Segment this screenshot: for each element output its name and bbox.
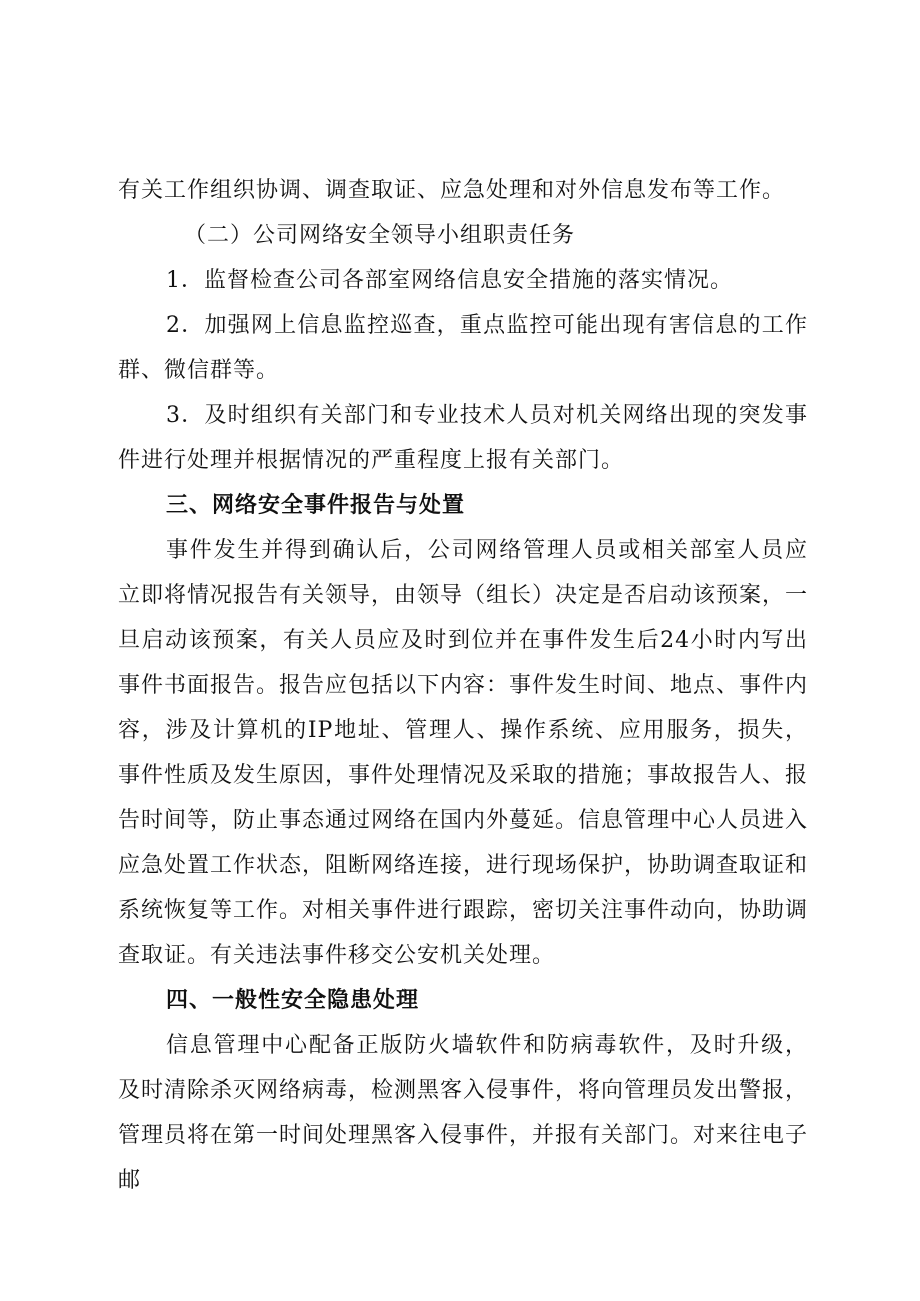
list-item-3: 3．及时组织有关部门和专业技术人员对机关网络出现的突发事件进行处理并根据情况的严重程度上报有关部门。	[118, 403, 808, 473]
section-heading-3: 三、网络安全事件报告与处置	[166, 493, 466, 518]
list-item-1: 1．监督检查公司各部室网络信息安全措施的落实情况。	[166, 268, 733, 293]
sub-heading-leadership-duties: （二）公司网络安全领导小组职责任务	[184, 223, 576, 248]
paragraph-continuation: 有关工作组织协调、调查取证、应急处理和对外信息发布等工作。	[118, 178, 786, 203]
paragraph-incident-report: 事件发生并得到确认后，公司网络管理人员或相关部室人员应立即将情况报告有关领导，由领导（组长）决定是否启动该预案，一旦启动该预案，有关人员应及时到位并在事件发生后24小时内写出事件书面报告。报告应包括以下内容：事件发生时间、地点、事件内容，涉及计算机的IP地址、管理人、操作系统、应用服务，损失，事件性质及发生原因，事件处理情况及采取的措施；事故报告人、报告时间等，防止事态通过网络在国内外蔓延。信息管理中心人员进入应急处置工作状态，阻断网络连接，进行现场保护，协助调查取证和系统恢复等工作。对相关事件进行跟踪，密切关注事件动向，协助调查取证。有关违法事件移交公安机关处理。	[118, 538, 809, 968]
document-body	[118, 168, 808, 1203]
section-heading-4: 四、一般性安全隐患处理	[166, 988, 420, 1013]
list-item-2: 2．加强网上信息监控巡查，重点监控可能出现有害信息的工作群、微信群等。	[118, 313, 808, 383]
paragraph-hazard-handling: 信息管理中心配备正版防火墙软件和防病毒软件，及时升级，及时清除杀灭网络病毒，检测黑客入侵事件，将向管理员发出警报，管理员将在第一时间处理黑客入侵事件，并报有关部门。对来往电子邮	[118, 1033, 809, 1193]
